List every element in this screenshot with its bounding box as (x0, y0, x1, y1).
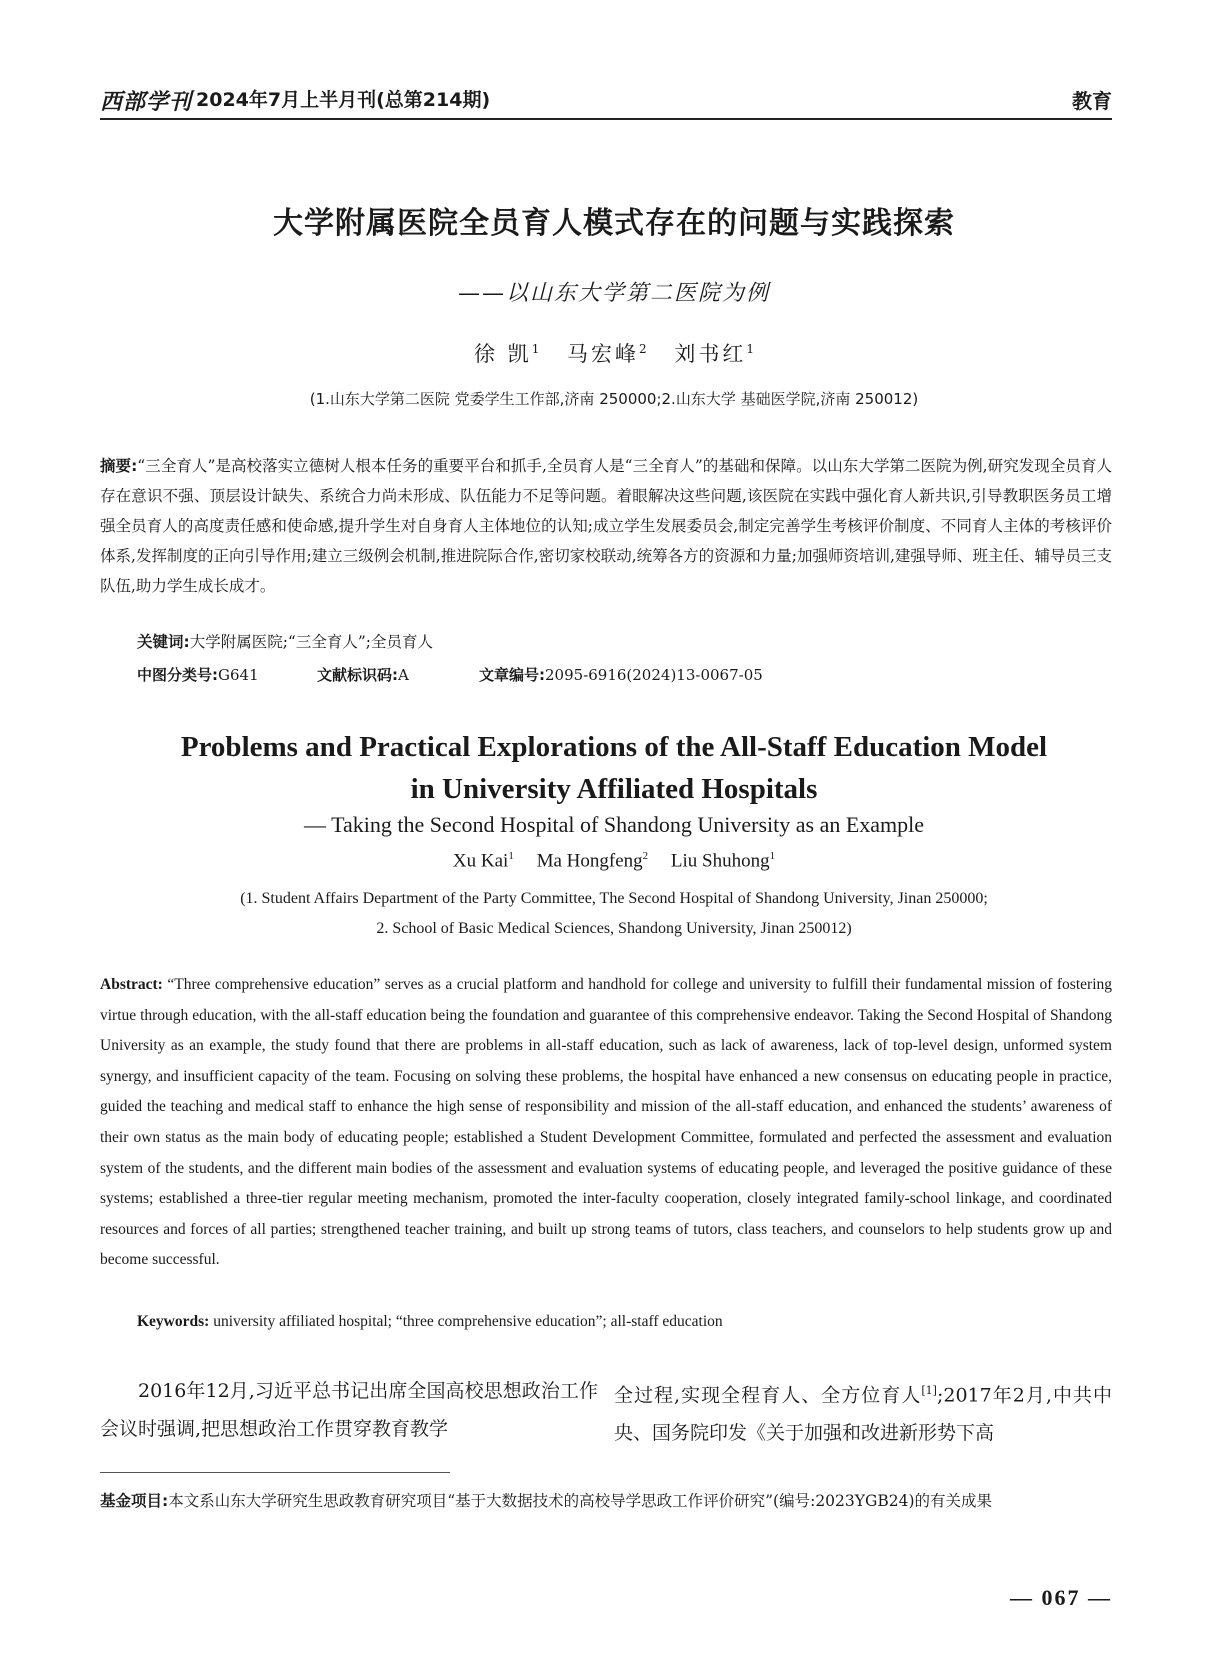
body-right-text: 全过程,实现全程育人、全方位育人 (614, 1384, 922, 1407)
journal-logo: 西部学刊 (100, 89, 193, 115)
en-author-name: Xu Kai (452, 850, 509, 872)
doc-code-label: 文献标识码: (317, 666, 398, 684)
en-abstract-text: “Three comprehensive education” serves as a crucial platform and handhold for college and university to fulfill their fundamental mission of fostering virtue through education, with the all-staff education being the foundation and guarantee of this comprehensive endeavor. Taking the Second Hospital of Shandong University as an example, the study found that there are problems in all-staff education, such as lack of awareness, lack of top-level design, unformed system synergy, and insufficient capacity of the team. Focusing on solving these problems, the hospital have enhanced a new consensus on educating people in practice, guided the teaching and medical staff to enhance the high sense of responsibility and mission of the all-staff education, and enhanced the students’ awareness of their own status as the main body of educating people; established a Student Development Committee, formulated and perfected the assessment and evaluation system of the students, and the different main bodies of the assessment and evaluation systems of educating people, and leveraged the positive guidance of these systems; established a three-tier regular meeting mechanism, promoted the inter-faculty cooperation, closely integrated family-school linkage, and coordinated resources and forces of all parties; strengthened teacher training, and built up strong teams of tutors, class teachers, and counselors to help students grow up and become successful. (100, 976, 1112, 1269)
body-right-text-cont: ;2017年2月,中共中央、国务院印发《关于加强和改进新形势下高 (614, 1384, 1112, 1445)
body-column-left: 2016年12月,习近平总书记出席全国高校思想政治工作会议时强调,把思想政治工作贯穿教育教学 (100, 1380, 598, 1440)
funding-text: 本文系山东大学研究生思政教育研究项目“基于大数据技术的高校导学思政工作评价研究”(编号:2023YGB24)的有关成果 (168, 1492, 993, 1510)
en-author-name: Ma Hongfeng (536, 850, 643, 872)
en-affiliation-line: (1. Student Affairs Department of the Party Committee, The Second Hospital of Shandong University, Jinan 250000; (240, 890, 988, 907)
issue-info: 2024年7月上半月刊(总第214期) (196, 89, 491, 111)
running-header (100, 85, 1112, 121)
article-no-item (479, 664, 763, 685)
cn-abstract-label: 摘要: (100, 457, 138, 475)
en-keywords (137, 1313, 723, 1331)
footnote-rule (100, 1472, 450, 1473)
doc-code-value: A (398, 666, 409, 684)
section-name: 教育 (1072, 89, 1112, 113)
header-rule (100, 118, 1112, 120)
article-no-label: 文章编号: (479, 666, 545, 684)
page-number: — 067 — (1010, 1585, 1112, 1610)
cn-author-sup: 1 (746, 342, 754, 356)
cn-classification (137, 664, 1037, 688)
cn-title: 大学附属医院全员育人模式存在的问题与实践探索 (273, 206, 955, 241)
cn-author-name: 徐 凯 (474, 342, 532, 366)
en-authors (0, 850, 1228, 872)
funding-footnote (100, 1486, 1112, 1516)
cn-keywords-label: 关键词: (137, 633, 190, 651)
cn-authors (0, 338, 1228, 368)
en-abstract-label: Abstract: (100, 976, 163, 993)
cn-abstract (100, 451, 1112, 601)
en-author-sup: 1 (508, 850, 514, 862)
en-subtitle: — Taking the Second Hospital of Shandong University as an Example (303, 812, 925, 837)
cn-subtitle: ——以山东大学第二医院为例 (457, 281, 770, 306)
doc-code-item (317, 664, 409, 685)
en-author-sup: 2 (642, 850, 649, 862)
en-title-line: Problems and Practical Explorations of the All-Staff Education Model (180, 731, 1048, 763)
en-affiliation-line: 2. School of Basic Medical Sciences, Shandong University, Jinan 250012) (376, 920, 852, 937)
cn-keywords-text: 大学附属医院;“三全育人”;全员育人 (189, 633, 433, 651)
cn-affiliations: (1.山东大学第二医院 党委学生工作部,济南 250000;2.山东大学 基础医学院,济南 250012) (309, 390, 919, 408)
funding-label: 基金项目: (100, 1492, 169, 1510)
en-author-name: Liu Shuhong (670, 850, 770, 872)
cn-author-name: 刘书红 (674, 342, 747, 366)
cn-keywords (137, 630, 433, 652)
en-keywords-label: Keywords: (137, 1313, 210, 1330)
clc-label: 中图分类号: (137, 666, 218, 684)
en-abstract (100, 970, 1112, 1276)
en-author-sup: 1 (769, 850, 776, 862)
cn-author-name: 马宏峰 (567, 342, 640, 366)
en-keywords-text: university affiliated hospital; “three comprehensive education”; all-staff education (213, 1313, 723, 1330)
body-column-right (614, 1372, 1112, 1452)
en-title (0, 726, 1228, 810)
cn-abstract-text: “三全育人”是高校落实立德树人根本任务的重要平台和抓手,全员育人是“三全育人”的基础和保障。以山东大学第二医院为例,研究发现全员育人存在意识不强、顶层设计缺失、系统合力尚未形成、队伍能力不足等问题。着眼解决这些问题,该医院在实践中强化育人新共识,引导教职医务员工增强全员育人的高度责任感和使命感,提升学生对自身育人主体地位的认知;成立学生发展委员会,制定完善学生考核评价制度、不同育人主体的考核评价体系,发挥制度的正向引导作用;建立三级例会机制,推进院际合作,密切家校联动,统筹各方的资源和力量;加强师资培训,建强导师、班主任、辅导员三支队伍,助力学生成长成才。 (100, 457, 1112, 595)
en-affiliations (0, 884, 1228, 944)
citation-ref: [1] (921, 1384, 937, 1397)
clc-value: G641 (218, 666, 259, 684)
clc-item (137, 664, 259, 685)
article-no-value: 2095-6916(2024)13-0067-05 (545, 666, 763, 684)
cn-author-sup: 2 (639, 342, 647, 356)
en-title-line: in University Affiliated Hospitals (410, 773, 818, 805)
cn-author-sup: 1 (531, 342, 540, 356)
